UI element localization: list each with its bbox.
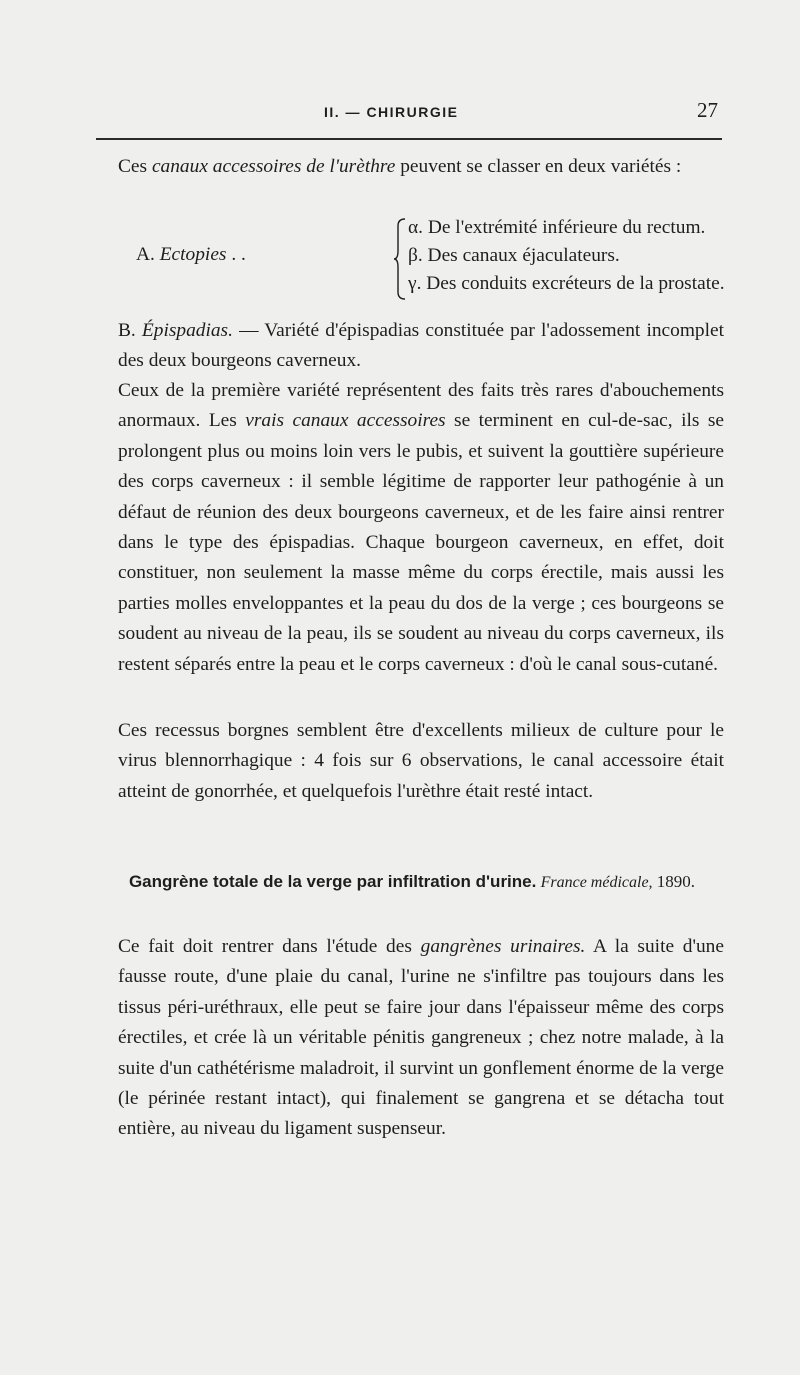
varieties-list: [118, 214, 724, 304]
varieties-label: [136, 244, 246, 266]
intro-paragraph: [118, 152, 724, 182]
variety-item: γ. Des conduits excréteurs de la prostate.: [408, 273, 725, 294]
brace-icon: [393, 218, 407, 300]
intro-end: peuvent se classer en deux variétés :: [395, 156, 682, 177]
section-title: [100, 870, 724, 894]
para4-italic: gangrènes urinaires.: [420, 936, 586, 957]
label-suffix: . .: [226, 244, 246, 265]
para2-end: se terminent en cul-de-sac, ils se prolongent plus ou moins loin vers le pubis, et suivent la gouttière supérieure des corps caverneux : il semble légitime de rapporter leur pathogénie à un défaut de réunion des deux bourgeons caverneux, et de les faire ainsi rentrer dans le type des épispadias. Chaque bourgeon caverneux, en effet, doit constituer, non seulement la masse même du corps érectile, mais aussi les parties molles enveloppantes et la peau du dos de la verge ; ces bourgeons se soudent au niveau de la peau, ils se soudent au niveau du corps caverneux, ils restent séparés entre la peau et le corps caverneux : d'où le canal sous-cutané.: [118, 410, 724, 675]
running-head: II. — CHIRURGIE: [324, 104, 459, 120]
paragraph-2: [118, 376, 724, 680]
b-italic: Épispadias.: [141, 320, 233, 341]
b-text: — Variété d'épispadias constituée par l'adossement incomplet des deux bourgeons caverneux.: [118, 320, 724, 372]
b-item-paragraph: [118, 316, 724, 377]
varieties-items: [408, 214, 725, 298]
paragraph-3: [118, 716, 724, 807]
para4-end: A la suite d'une fausse route, d'une plaie du canal, l'urine ne s'infiltre pas toujours dans les tissus péri-uréthraux, elle peut se faire jour dans l'épaisseur même des corps érectiles, et crée là un véritable pénitis gangreneux ; chez notre malade, à la suite d'un cathétérisme maladroit, il survint un gonflement énorme de la verge (le périnée restant intact), qui finalement se gangrena et se détacha tout entière, au niveau du ligament suspenseur.: [118, 936, 724, 1140]
page-header: [96, 98, 722, 128]
label-prefix: A.: [136, 244, 160, 265]
para2-italic: vrais canaux accessoires: [245, 410, 446, 432]
intro-start: Ces: [118, 156, 152, 177]
para2-start: Ceux de la première variété représentent des faits très rares d'abouchements anormaux. Les: [118, 380, 724, 432]
section-source: France médicale,: [540, 874, 653, 891]
para4-start: Ce fait doit rentrer dans l'étude des: [118, 936, 421, 957]
page-number: 27: [697, 98, 718, 122]
b-prefix: B.: [118, 320, 142, 341]
para3-text: Ces recessus borgnes semblent être d'excellents milieux de culture pour le virus blennorrhagique : 4 fois sur 6 observations, le canal accessoire était atteint de gonorrhée, et quelquefois l'urèthre était resté intact.: [118, 720, 724, 802]
label-italic: Ectopies: [159, 244, 227, 265]
header-rule: [96, 138, 722, 140]
section-heading: Gangrène totale de la verge par infiltration d'urine.: [128, 872, 537, 891]
section-year: 1890.: [652, 872, 696, 891]
paragraph-4: [118, 932, 724, 1145]
variety-item: β. Des canaux éjaculateurs.: [408, 245, 620, 266]
intro-italic: canaux accessoires de l'urèthre: [151, 156, 396, 177]
variety-item: α. De l'extrémité inférieure du rectum.: [408, 217, 706, 238]
